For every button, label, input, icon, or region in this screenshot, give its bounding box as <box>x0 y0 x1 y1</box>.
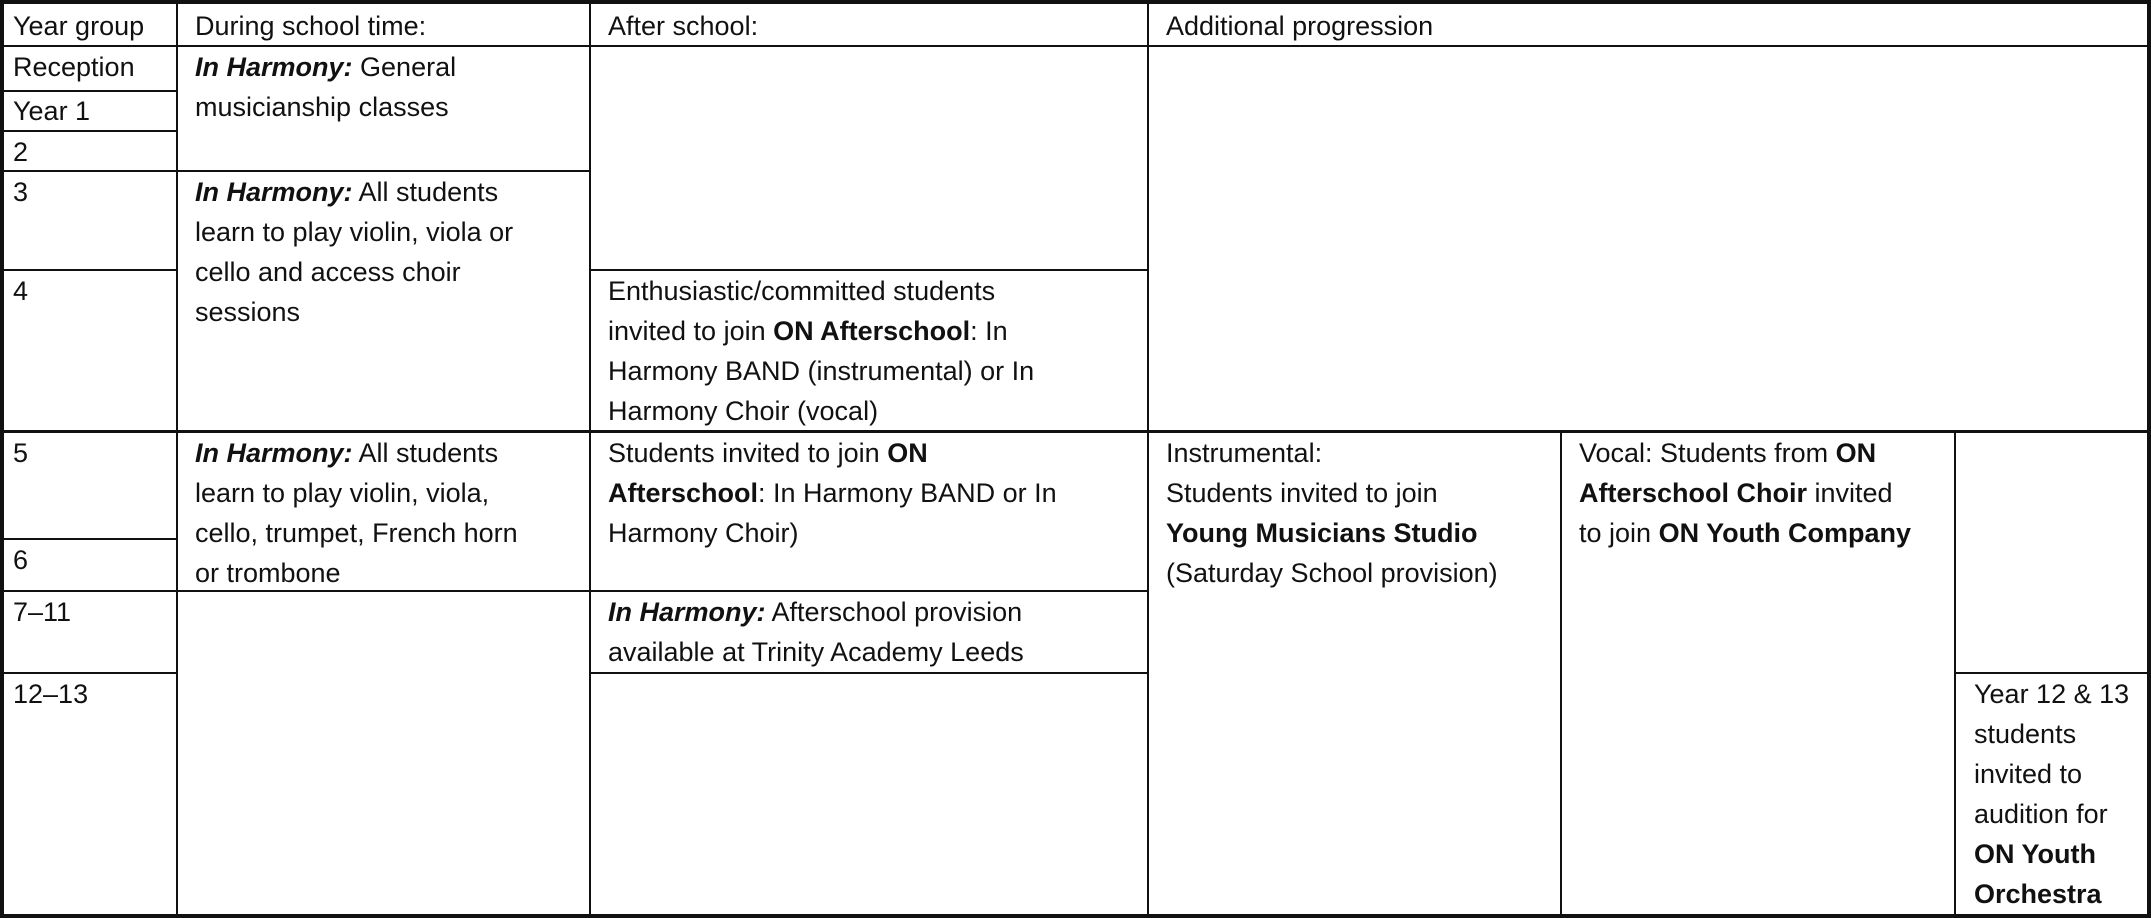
on-afterschool-label: ON Afterschool <box>773 316 971 346</box>
orchestra-text: students <box>1974 719 2077 749</box>
divider <box>1560 432 1562 914</box>
on-label: ON <box>887 438 928 468</box>
divider <box>176 4 178 914</box>
during-mid-text: sessions <box>195 297 301 327</box>
divider <box>1147 4 1149 914</box>
year-2: 2 <box>13 137 29 167</box>
during-mid-text: All students <box>352 177 499 207</box>
after-year5-6-cell <box>608 433 1057 553</box>
instrumental-heading: Instrumental: <box>1166 438 1323 468</box>
during-mid-text: learn to play violin, viola or <box>195 217 514 247</box>
in-harmony-lead: In Harmony: <box>195 438 353 468</box>
after-year4-text: Harmony Choir (vocal) <box>608 396 879 426</box>
during-upper-cell <box>195 433 518 593</box>
during-upper-text: All students <box>352 438 499 468</box>
after-year7-11-cell <box>608 592 1024 672</box>
young-musicians-studio-label: Young Musicians Studio <box>1166 518 1478 548</box>
during-mid-cell <box>195 172 513 332</box>
after-year4-cell <box>608 271 1034 431</box>
header-additional-progression: Additional progression <box>1166 11 1434 41</box>
orchestra-text: audition for <box>1974 799 2108 829</box>
vocal-text: Vocal: Students from <box>1579 438 1836 468</box>
vocal-text: invited <box>1807 478 1893 508</box>
after-year4-text: : In <box>970 316 1008 346</box>
orchestra-cell <box>1974 674 2129 914</box>
on-youth-company-label: ON Youth Company <box>1658 518 1912 548</box>
instrumental-text: (Saturday School provision) <box>1166 558 1498 588</box>
after-year7-11-text: available at Trinity Academy Leeds <box>608 637 1024 667</box>
in-harmony-lead: In Harmony: <box>195 52 353 82</box>
during-early-text: General <box>352 52 457 82</box>
year-1: Year 1 <box>13 96 91 126</box>
on-label: ON <box>1835 438 1877 468</box>
in-harmony-lead: In Harmony: <box>608 597 766 627</box>
after-year4-text: Enthusiastic/committed students <box>608 276 996 306</box>
header-during-school: During school time: <box>195 11 427 41</box>
year-3: 3 <box>13 177 29 207</box>
after-year5-6-text: : In Harmony BAND or In <box>758 478 1057 508</box>
after-year7-11-text: Afterschool provision <box>765 597 1023 627</box>
after-year4-text: Harmony BAND (instrumental) or In <box>608 356 1035 386</box>
on-youth-orchestra-label: Orchestra <box>1974 879 2102 909</box>
year-4: 4 <box>13 276 29 306</box>
during-upper-text: learn to play violin, viola, <box>195 478 490 508</box>
divider <box>4 269 176 271</box>
after-year4-text: invited to join <box>608 316 774 346</box>
year-12-13: 12–13 <box>13 679 89 709</box>
afterschool-label: Afterschool <box>608 478 759 508</box>
afterschool-choir-label: Afterschool Choir <box>1579 478 1808 508</box>
after-year5-6-text: Harmony Choir) <box>608 518 799 548</box>
during-mid-text: cello and access choir <box>195 257 461 287</box>
instrumental-text: Students invited to join <box>1166 478 1438 508</box>
header-year-group: Year group <box>13 11 145 41</box>
orchestra-text: Year 12 & 13 <box>1974 679 2130 709</box>
year-6: 6 <box>13 545 29 575</box>
year-reception: Reception <box>13 52 135 82</box>
year-5: 5 <box>13 438 29 468</box>
instrumental-cell <box>1166 433 1498 593</box>
divider <box>4 538 176 540</box>
during-early-cell <box>195 47 456 127</box>
after-year5-6-text: Students invited to join <box>608 438 888 468</box>
during-upper-text: or trombone <box>195 558 341 588</box>
during-upper-text: cello, trumpet, French horn <box>195 518 518 548</box>
during-early-text: musicianship classes <box>195 92 449 122</box>
vocal-cell <box>1579 433 1911 553</box>
vocal-text: to join <box>1579 518 1659 548</box>
divider <box>589 672 1147 674</box>
divider <box>589 4 591 914</box>
in-harmony-lead: In Harmony: <box>195 177 353 207</box>
header-after-school: After school: <box>608 11 759 41</box>
year-7-11: 7–11 <box>13 597 72 627</box>
on-youth-orchestra-label: ON Youth <box>1974 839 2096 869</box>
orchestra-text: invited to <box>1974 759 2083 789</box>
